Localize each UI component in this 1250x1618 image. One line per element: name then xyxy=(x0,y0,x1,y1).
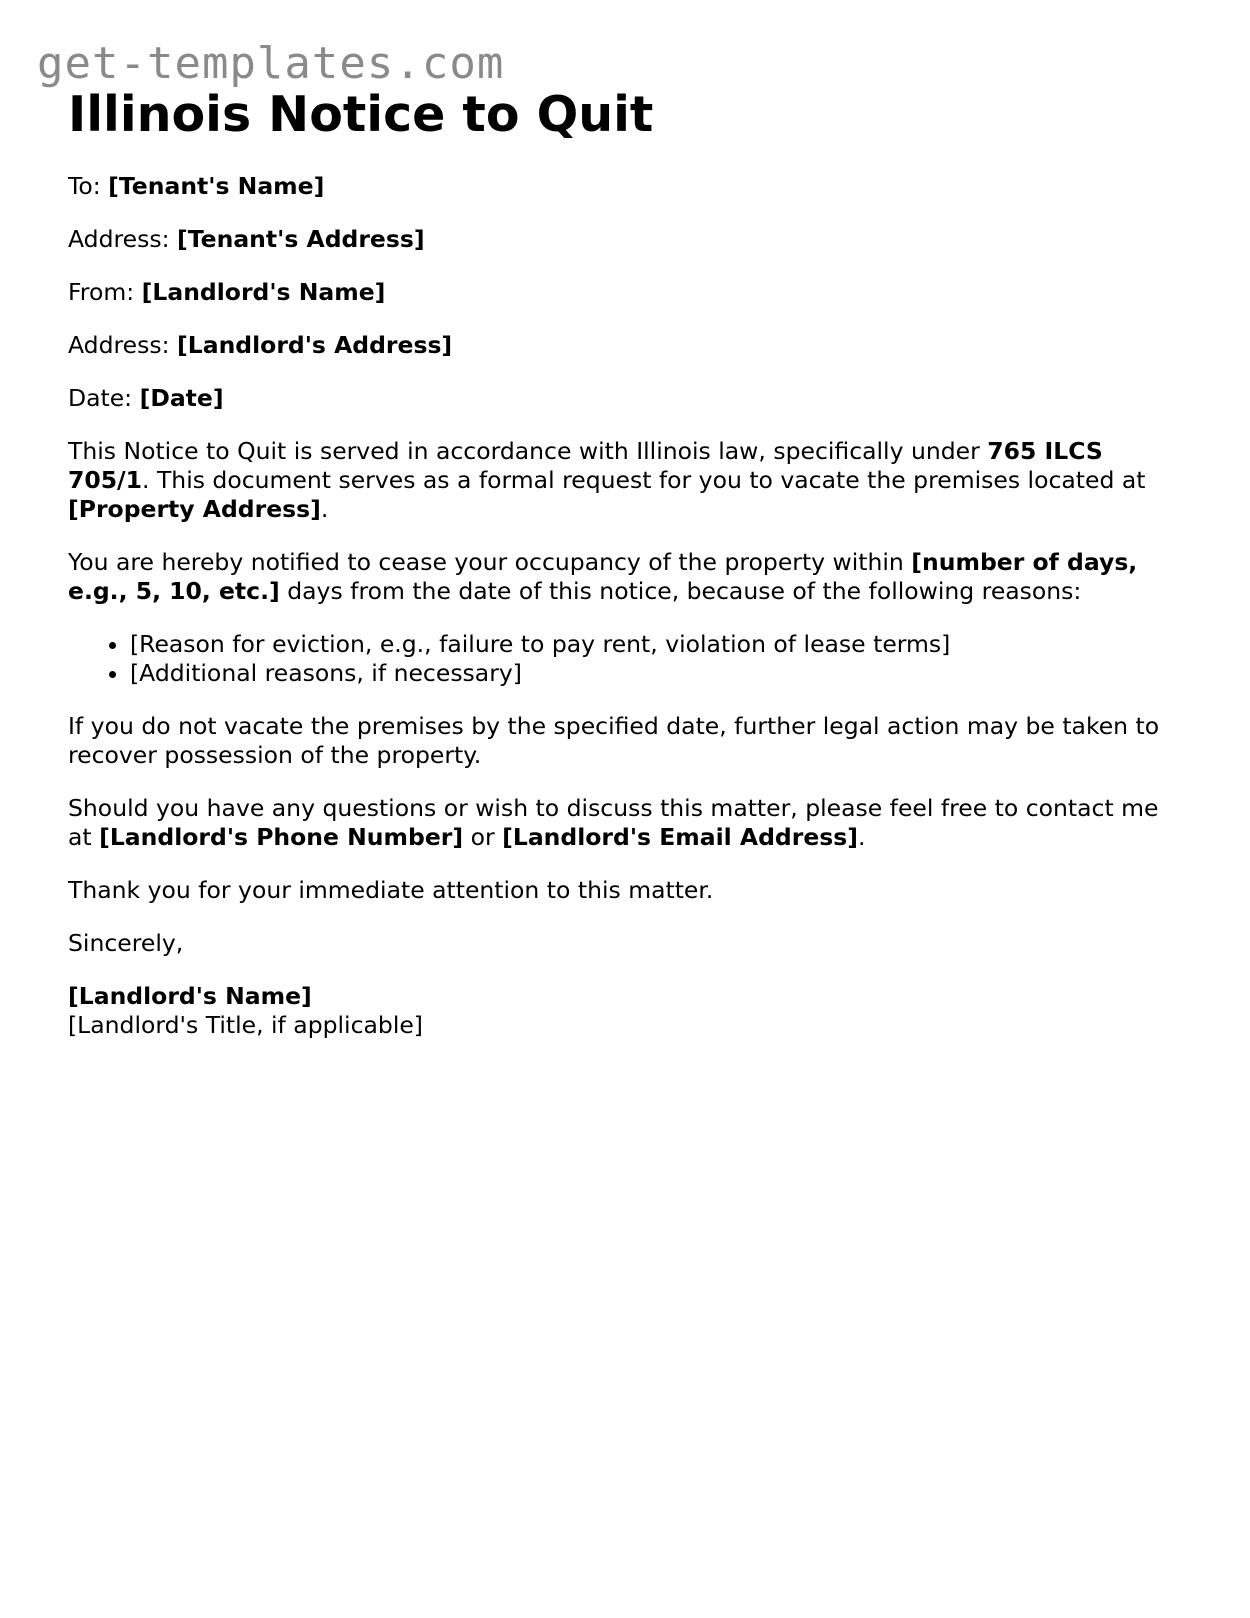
to-label: To: xyxy=(68,172,101,200)
closing: Sincerely, xyxy=(68,929,184,957)
consequence-paragraph: If you do not vacate the premises by the specified date, further legal action may be taken to recover possession of the property. xyxy=(68,712,1160,769)
from-label: From: xyxy=(68,278,135,306)
intro-text: This Notice to Quit is served in accordance with Illinois law, specifically under xyxy=(68,437,988,465)
contact-text: Should you have any questions or wish to discuss this matter, please feel free to contact me at xyxy=(68,794,1159,851)
notice-days: [number of days, e.g., 5, 10, etc.] xyxy=(68,548,1138,605)
statute: 765 ILCS 705/1 xyxy=(68,437,1103,494)
contact-text-3: . xyxy=(857,823,866,851)
landlord-address-label: Address: xyxy=(68,331,170,359)
intro-text-3: . xyxy=(320,495,329,523)
list-item: • [Reason for eviction, e.g., failure to pay rent, violation of lease terms] xyxy=(130,630,1188,659)
intro-text-2: . This document serves as a formal request for you to vacate the premises located at xyxy=(142,466,1146,494)
tenant-address: [Tenant's Address] xyxy=(177,225,425,253)
thanks-paragraph: Thank you for your immediate attention to this matter. xyxy=(68,876,714,904)
date-label: Date: xyxy=(68,384,133,412)
reasons-list xyxy=(68,630,1188,688)
landlord-email: [Landlord's Email Address] xyxy=(502,823,858,851)
tenant-name: [Tenant's Name] xyxy=(108,172,325,200)
landlord-address-line xyxy=(68,331,1188,360)
contact-paragraph xyxy=(68,794,1188,852)
signature-name: [Landlord's Name] xyxy=(68,982,312,1010)
notice-text: You are hereby notified to cease your occupancy of the property within xyxy=(68,548,912,576)
list-item: • [Additional reasons, if necessary] xyxy=(130,659,1188,688)
document xyxy=(68,84,1188,1040)
landlord-phone: [Landlord's Phone Number] xyxy=(99,823,464,851)
watermark: get-templates.com xyxy=(37,38,505,89)
contact-text-2: or xyxy=(463,823,503,851)
date-line xyxy=(68,384,1188,413)
notice-text-2: days from the date of this notice, because of the following reasons: xyxy=(279,577,1082,605)
from-line xyxy=(68,278,1188,307)
to-line xyxy=(68,172,1188,201)
landlord-address: [Landlord's Address] xyxy=(177,331,453,359)
document-body xyxy=(68,172,1188,1040)
date-value: [Date] xyxy=(139,384,224,412)
intro-paragraph xyxy=(68,437,1188,524)
notice-paragraph xyxy=(68,548,1188,606)
page-title: Illinois Notice to Quit xyxy=(68,86,654,143)
tenant-address-line xyxy=(68,225,1188,254)
signature-title: [Landlord's Title, if applicable] xyxy=(68,1011,423,1039)
property-address: [Property Address] xyxy=(68,495,321,523)
landlord-name: [Landlord's Name] xyxy=(141,278,386,306)
tenant-address-label: Address: xyxy=(68,225,170,253)
